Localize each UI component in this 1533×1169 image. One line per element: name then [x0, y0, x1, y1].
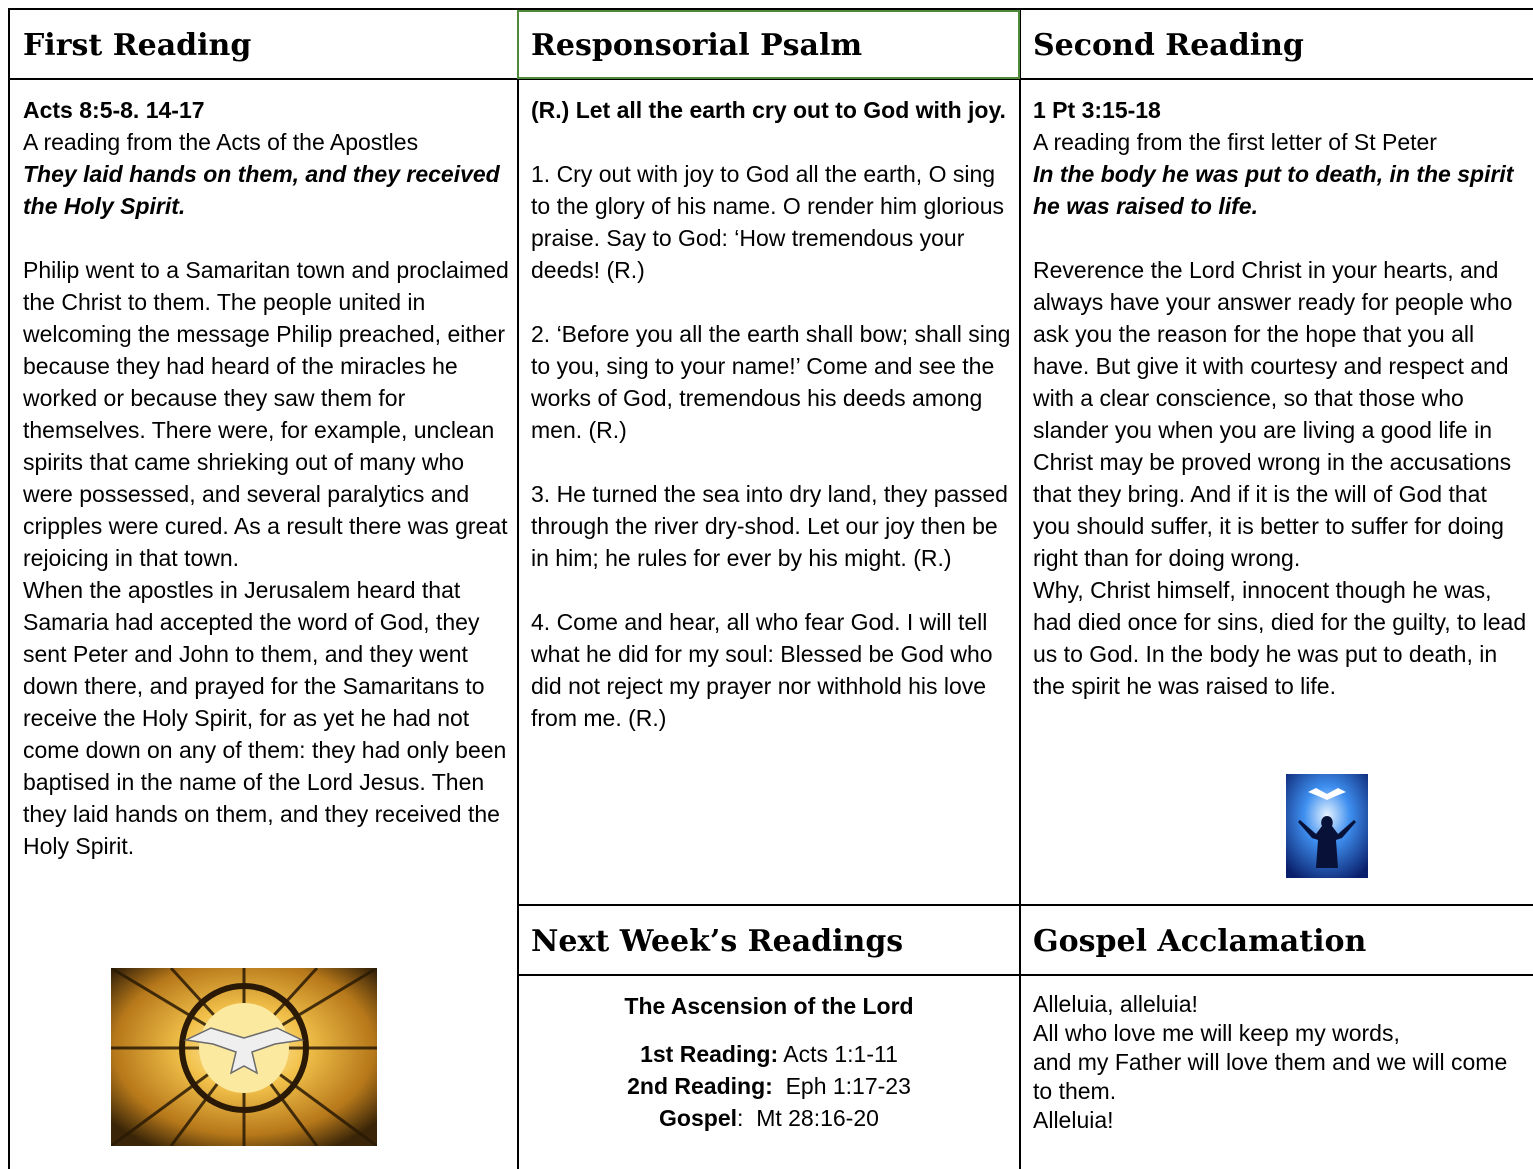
psalm-header-accent-right [1018, 10, 1020, 79]
second-reading-intro: A reading from the first letter of St Peter [1033, 129, 1437, 155]
table-left-border [8, 8, 10, 1169]
second-reading-summary: In the body he was put to death, in the spirit he was raised to life. [1033, 161, 1514, 219]
acclamation-line-3: and my Father will love them and we will come to them. [1033, 1049, 1508, 1104]
dove-stained-glass-image [111, 968, 377, 1146]
gospel-acclamation-body [1033, 990, 1523, 1135]
next-week-body [519, 990, 1019, 1134]
next-week-title: Next Week’s Readings [531, 924, 904, 959]
first-reading-text: Philip went to a Samaritan town and proclaimed the Christ to them. The people united in welcoming the message Philip preached, either because they had heard of the miracles he worked or because they saw them for themselves. There were, for example, unclean spirits that came shrieking out of many who were possessed, and several paralytics and cripples were cured. As a result there was great rejoicing in that town. [23, 257, 509, 571]
psalm-header-accent-left [517, 10, 519, 79]
first-reading-title: First Reading [23, 28, 252, 63]
first-reading-summary: They laid hands on them, and they received the Holy Spirit. [23, 161, 500, 219]
psalm-body [531, 94, 1011, 734]
acclamation-line-4: Alleluia! [1033, 1107, 1114, 1133]
psalm-header-accent-bottom [519, 77, 1019, 79]
next-week-row-1: 1st Reading: Acts 1:1-11 [640, 1041, 898, 1067]
lower-row-header-divider [518, 974, 1533, 976]
psalm-header-accent-top [519, 10, 1019, 12]
first-reading-intro: A reading from the Acts of the Apostles [23, 129, 419, 155]
next-week-feast: The Ascension of the Lord [624, 993, 914, 1019]
first-reading-reference: Acts 8:5-8. 14-17 [23, 97, 205, 123]
first-reading-body [23, 94, 511, 862]
psalm-verse-2: 2. ‘Before you all the earth shall bow; shall sing to you, sing to your name!’ Come and see the works of God, tremendous his deeds among men. (R.) [531, 321, 1011, 443]
psalm-response: (R.) Let all the earth cry out to God with joy. [531, 97, 1006, 123]
risen-christ-image [1286, 774, 1368, 878]
second-reading-body [1033, 94, 1528, 702]
psalm-verse-4: 4. Come and hear, all who fear God. I will tell what he did for my soul: Blessed be God who did not reject my prayer nor withhold his love from me. (R.) [531, 609, 993, 731]
first-reading-text-2: When the apostles in Jerusalem heard that Samaria had accepted the word of God, they sent Peter and John to them, and they went down there, and prayed for the Samaritans to receive the Holy Spirit, for as yet he had not come down on any of them: they had only been baptised in the name of the Lord Jesus. Then they laid hands on them, and they received the Holy Spirit. [23, 577, 507, 859]
next-week-row-3: Gospel: Mt 28:16-20 [659, 1105, 879, 1131]
second-reading-title: Second Reading [1033, 28, 1304, 63]
second-reading-text-2: Why, Christ himself, innocent though he was, had died once for sins, died for the guilty, to lead us to God. In the body he was put to death, in the spirit he was raised to life. [1033, 577, 1527, 699]
second-reading-text: Reverence the Lord Christ in your hearts, and always have your answer ready for people who ask you the reason for the hope that you all have. But give it with courtesy and respect and with a clear conscience, so that those who slander you when you are living a good life in Christ may be proved wrong in the accusations that they bring. And if it is the will of God that you should suffer, it is better to suffer for doing right than for doing wrong. [1033, 257, 1513, 571]
gospel-acclamation-title: Gospel Acclamation [1033, 924, 1367, 959]
second-reading-reference: 1 Pt 3:15-18 [1033, 97, 1161, 123]
lower-row-top-border [518, 904, 1533, 906]
acclamation-line-2: All who love me will keep my words, [1033, 1020, 1400, 1046]
next-week-row-2: 2nd Reading: Eph 1:17-23 [627, 1073, 911, 1099]
psalm-title: Responsorial Psalm [531, 28, 863, 63]
column-divider-2 [1019, 10, 1021, 1169]
acclamation-line-1: Alleluia, alleluia! [1033, 991, 1198, 1017]
psalm-verse-3: 3. He turned the sea into dry land, they passed through the river dry-shod. Let our joy then be in him; he rules for ever by his might. (R.) [531, 481, 1008, 571]
psalm-verse-1: 1. Cry out with joy to God all the earth, O sing to the glory of his name. O render him glorious praise. Say to God: ‘How tremendous your deeds! (R.) [531, 161, 1005, 283]
